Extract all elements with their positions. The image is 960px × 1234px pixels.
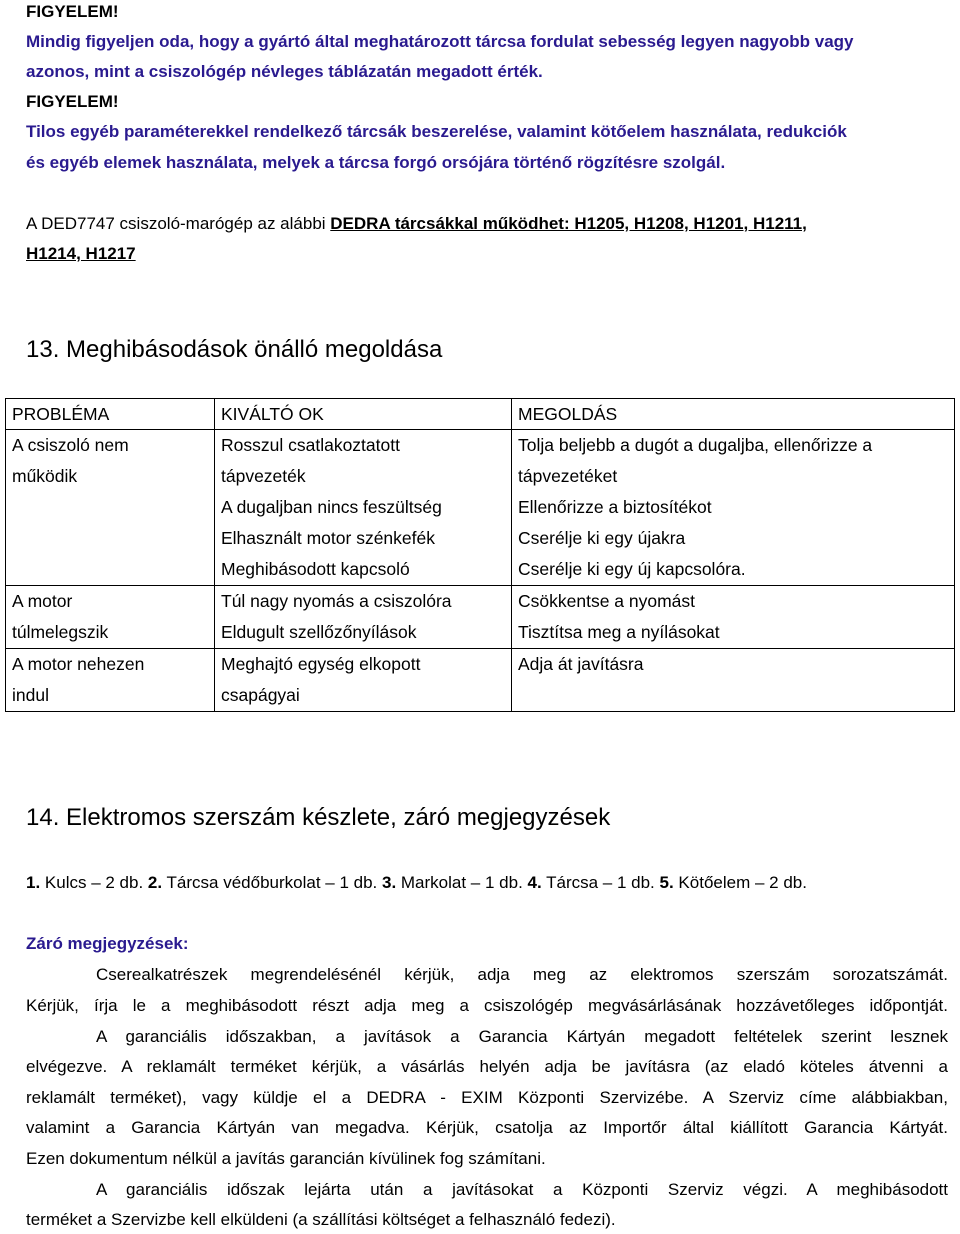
solution-text: Ellenőrizze a biztosítékot — [518, 497, 712, 517]
cause-text: A dugaljban nincs feszültség — [221, 497, 442, 517]
cause-text: tápvezeték — [221, 466, 306, 486]
compatibility-disc-list: DEDRA tárcsákkal működhet: H1205, H1208, H1201, H1211, — [330, 214, 807, 233]
header-problem: PROBLÉMA — [6, 399, 215, 430]
kit-item-number: 2. — [147, 873, 163, 892]
kit-item-text: Tárcsa védőburkolat – 1 db. — [162, 873, 382, 892]
problem-cell — [6, 586, 215, 649]
kit-item-text: Kulcs – 2 db. — [40, 873, 148, 892]
problem-text: indul — [12, 685, 49, 705]
kit-item-text: Tárcsa – 1 db. — [541, 873, 660, 892]
kit-item-number: 5. — [659, 873, 674, 892]
header-cause: KIVÁLTÓ OK — [215, 399, 512, 430]
solution-text: Adja át javításra — [518, 654, 644, 674]
cause-text: Elhasznált motor szénkefék — [221, 528, 435, 548]
problem-cell — [6, 430, 215, 586]
cause-text: Meghajtó egység elkopott — [221, 654, 421, 674]
solution-text: Tisztítsa meg a nyílásokat — [518, 622, 720, 642]
problem-text: A motor nehezen — [12, 654, 145, 674]
closing-line: Cserealkatrészek megrendelésénél kérjük, adja meg az elektromos szerszám sorozatszámát. — [96, 965, 948, 984]
table-row — [6, 430, 955, 586]
solution-cell — [512, 430, 955, 586]
warning-2-title: FIGYELEM! — [26, 92, 119, 111]
compatibility-disc-list-cont: H1214, H1217 — [26, 244, 136, 263]
cause-text: Rosszul csatlakoztatott — [221, 435, 400, 455]
warning-2-line-1: Tilos egyéb paraméterekkel rendelkező tárcsák beszerelése, valamint kötőelem használata, redukciók — [26, 122, 847, 141]
section-14-title: 14. Elektromos szerszám készlete, záró megjegyzések — [26, 804, 611, 831]
cause-cell — [215, 649, 512, 712]
cause-text: csapágyai — [221, 685, 300, 705]
troubleshooting-table — [5, 398, 955, 712]
cause-cell — [215, 430, 512, 586]
closing-line: valamint a Garancia Kártyán van megadva. Kérjük, csatolja az Importőr által kiállított Garancia Kártyát. — [26, 1118, 948, 1137]
solution-cell — [512, 586, 955, 649]
solution-text: tápvezetéket — [518, 466, 618, 486]
warning-1-title: FIGYELEM! — [26, 2, 119, 21]
closing-notes-title: Záró megjegyzések: — [26, 934, 189, 953]
problem-text: működik — [12, 466, 78, 486]
kit-item-number: 1. — [26, 873, 41, 892]
warning-1-line-2: azonos, mint a csiszológép névleges táblázatán megadott érték. — [26, 62, 543, 81]
closing-line: A garanciális időszakban, a javítások a Garancia Kártyán megadott feltételek szerint lesznek — [96, 1027, 948, 1046]
cause-text: Meghibásodott kapcsoló — [221, 559, 410, 579]
kit-item-number: 4. — [527, 873, 542, 892]
problem-text: A motor — [12, 591, 73, 611]
table-row — [6, 586, 955, 649]
closing-line: Ezen dokumentum nélkül a javítás garancián kívülinek fog számítani. — [26, 1149, 546, 1168]
closing-line: terméket a Szervizbe kell elküldeni (a szállítási költséget a felhasználó fedezi). — [26, 1210, 616, 1229]
problem-text: A csiszoló nem — [12, 435, 129, 455]
closing-line: elvégezve. A reklamált terméket kérjük, a vásárlás helyén adja be javításra (az eladó köteles átvenni a — [26, 1057, 948, 1076]
kit-item-text: Markolat – 1 db. — [396, 873, 528, 892]
kit-contents — [26, 872, 807, 894]
closing-line: A garanciális időszak lejárta után a javításokat a Központi Szerviz végzi. A meghibásodott — [96, 1180, 948, 1199]
table-header-row — [6, 399, 955, 430]
cause-text: Túl nagy nyomás a csiszolóra — [221, 591, 452, 611]
kit-item-number: 3. — [381, 873, 397, 892]
closing-line: Kérjük, írja le a meghibásodott részt adja meg a csiszológép megvásárlásának hozzávetőleges időpontját. — [26, 996, 948, 1015]
solution-text: Cserélje ki egy újakra — [518, 528, 686, 548]
header-solution: MEGOLDÁS — [512, 399, 955, 430]
problem-cell — [6, 649, 215, 712]
warning-1-line-1: Mindig figyeljen oda, hogy a gyártó által meghatározott tárcsa fordulat sebesség legyen nagyobb vagy — [26, 32, 854, 51]
section-13-title: 13. Meghibásodások önálló megoldása — [26, 336, 443, 363]
solution-cell — [512, 649, 955, 712]
cause-text: Eldugult szellőzőnyílások — [221, 622, 417, 642]
problem-text: túlmelegszik — [12, 622, 109, 642]
kit-item-text: Kötőelem – 2 db. — [673, 873, 807, 892]
cause-cell — [215, 586, 512, 649]
solution-text: Cserélje ki egy új kapcsolóra. — [518, 559, 746, 579]
compatibility-prefix: A DED7747 csiszoló-marógép az alábbi — [26, 214, 331, 233]
table-row — [6, 649, 955, 712]
warning-2-line-2: és egyéb elemek használata, melyek a tárcsa forgó orsójára történő rögzítésre szolgál. — [26, 153, 726, 172]
compatibility-line-2 — [26, 243, 136, 265]
closing-line: reklamált terméket), vagy küldje el a DEDRA - EXIM Központi Szervizébe. A Szerviz címe alábbiakban, — [26, 1088, 948, 1107]
solution-text: Tolja beljebb a dugót a dugaljba, ellenőrizze a — [518, 435, 873, 455]
solution-text: Csökkentse a nyomást — [518, 591, 696, 611]
compatibility-line-1 — [26, 213, 807, 235]
